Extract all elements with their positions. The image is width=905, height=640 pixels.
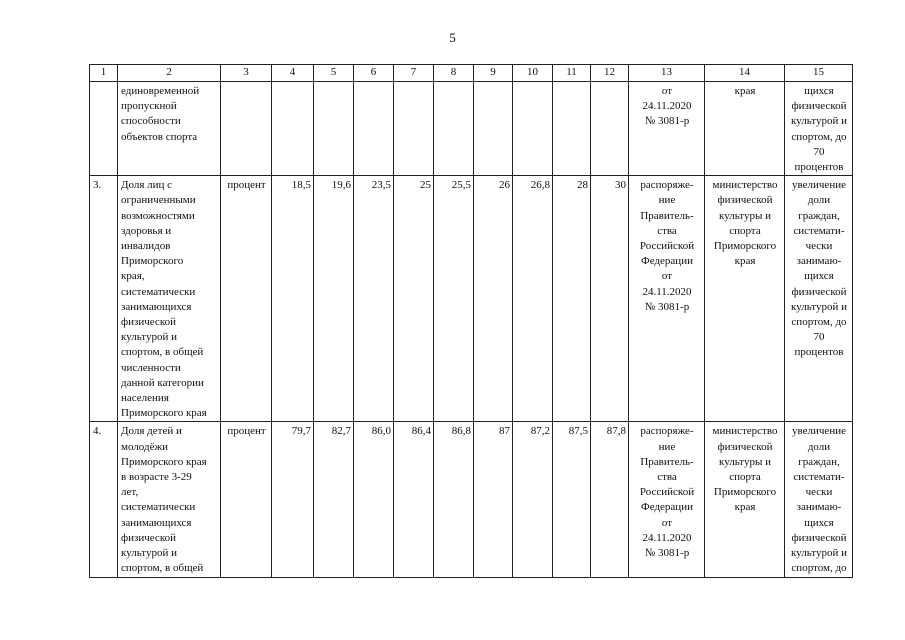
value-cell: 86,0 [354, 422, 394, 577]
header-cell: 10 [513, 65, 553, 82]
legal-document: распоряже- ние Правитель- ства Российской Федерации от 24.11.2020 № 3081-р [629, 176, 705, 422]
value-cell [513, 82, 553, 176]
value-cell [314, 82, 354, 176]
unit: процент [221, 422, 272, 577]
header-cell: 12 [591, 65, 629, 82]
header-cell: 14 [705, 65, 785, 82]
value-cell: 30 [591, 176, 629, 422]
unit: процент [221, 176, 272, 422]
header-cell: 1 [90, 65, 118, 82]
header-cell: 15 [785, 65, 853, 82]
header-cell: 7 [394, 65, 434, 82]
page-number: 5 [449, 30, 456, 45]
value-cell: 87,2 [513, 422, 553, 577]
value-cell: 23,5 [354, 176, 394, 422]
value-cell: 86,8 [434, 422, 474, 577]
legal-document: от 24.11.2020 № 3081-р [629, 82, 705, 176]
header-cell: 3 [221, 65, 272, 82]
value-cell [394, 82, 434, 176]
indicator-name: единовременной пропускной способности объектов спорта [118, 82, 221, 176]
table-row [90, 82, 853, 176]
header-cell: 11 [553, 65, 591, 82]
row-number: 4. [90, 422, 118, 577]
value-cell: 87 [474, 422, 513, 577]
header-cell: 6 [354, 65, 394, 82]
expected-result: щихся физической культурой и спортом, до 70 процентов [785, 82, 853, 176]
value-cell: 18,5 [272, 176, 314, 422]
value-cell [591, 82, 629, 176]
indicator-name: Доля лиц с ограниченными возможностями здоровья и инвалидов Приморского края, систематически занимающихся физической культурой и спортом, в общей численности данной категории населения Приморского края [118, 176, 221, 422]
header-cell: 4 [272, 65, 314, 82]
value-cell [272, 82, 314, 176]
responsible-executor: министерство физической культуры и спорта Приморского края [705, 422, 785, 577]
legal-document: распоряже- ние Правитель- ства Российской Федерации от 24.11.2020 № 3081-р [629, 422, 705, 577]
value-cell: 87,5 [553, 422, 591, 577]
value-cell: 79,7 [272, 422, 314, 577]
row-number [90, 82, 118, 176]
value-cell: 25,5 [434, 176, 474, 422]
table-row [90, 176, 853, 422]
responsible-executor: края [705, 82, 785, 176]
value-cell: 26,8 [513, 176, 553, 422]
header-cell: 5 [314, 65, 354, 82]
header-cell: 2 [118, 65, 221, 82]
value-cell [553, 82, 591, 176]
value-cell: 87,8 [591, 422, 629, 577]
value-cell [354, 82, 394, 176]
header-cell: 9 [474, 65, 513, 82]
row-number: 3. [90, 176, 118, 422]
responsible-executor: министерство физической культуры и спорта Приморского края [705, 176, 785, 422]
indicator-table [89, 64, 853, 578]
expected-result: увеличение доли граждан, системати- чески занимаю- щихся физической культурой и спортом, до [785, 422, 853, 577]
table-row [90, 422, 853, 577]
value-cell [434, 82, 474, 176]
value-cell: 25 [394, 176, 434, 422]
value-cell [474, 82, 513, 176]
header-row [90, 65, 853, 82]
unit [221, 82, 272, 176]
header-cell: 13 [629, 65, 705, 82]
value-cell: 86,4 [394, 422, 434, 577]
value-cell: 26 [474, 176, 513, 422]
value-cell: 19,6 [314, 176, 354, 422]
value-cell: 82,7 [314, 422, 354, 577]
indicator-name: Доля детей и молодёжи Приморского края в возрасте 3-29 лет, систематически занимающихся физической культурой и спортом, в общей [118, 422, 221, 577]
header-cell: 8 [434, 65, 474, 82]
expected-result: увеличение доли граждан, системати- чески занимаю- щихся физической культурой и спортом, до 70 процентов [785, 176, 853, 422]
value-cell: 28 [553, 176, 591, 422]
